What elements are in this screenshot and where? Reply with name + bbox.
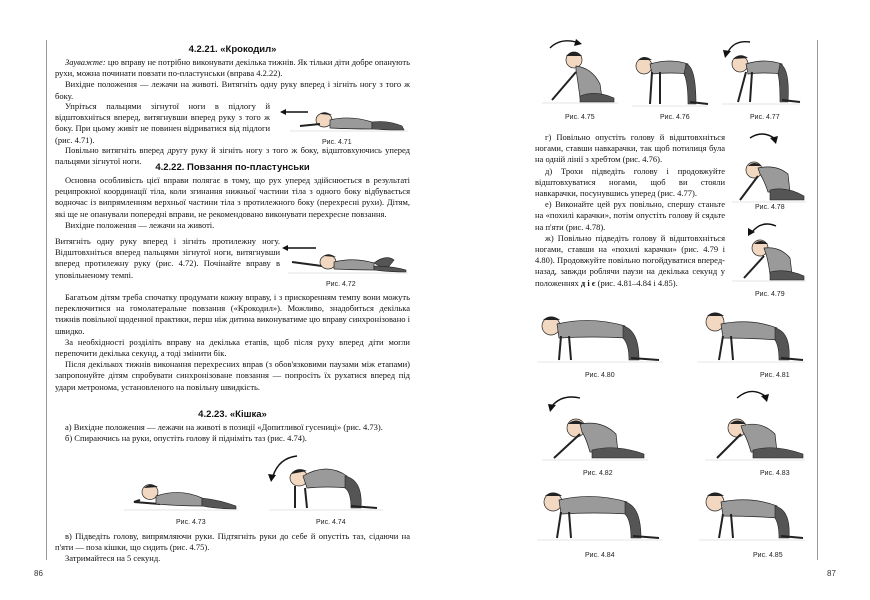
child-body [721, 500, 779, 518]
note-text: цю вправу не потрібно виконувати декілька тижнів. Як тільки діти добре опанують рухи, можна починати повзати по-пластунськи (вправа 4.2.22). [55, 57, 410, 79]
child-body [576, 66, 602, 98]
child-hair [707, 313, 724, 317]
page-number-right: 87 [827, 569, 836, 578]
paragraph-reciprocal: Основна особливість цієї вправи полягає в тому, що рух уперед здійснюється в результаті реципрокної координації тіла, коли згинання нижньої частини тіла з одного боку відбувається водночас із випрямленням верхньої частини тіла з протилежного боку (перехресні рухи). Дітям, які ще не опанували попередні вправи, не рекомендовано виконувати перехресне повзання. [55, 175, 410, 219]
child-arms [557, 512, 571, 538]
paragraph-start-crawl: Вихідне положення — лежачи на животі. [65, 219, 215, 230]
child-body [650, 61, 690, 74]
right-page [435, 0, 870, 600]
paragraph-crawl-steps [55, 236, 280, 281]
figure-4-74 [265, 452, 385, 514]
step-zh-positions: д і є [580, 277, 596, 288]
child-head [636, 58, 652, 74]
arrow-head [282, 245, 288, 251]
child-legs [770, 271, 804, 280]
child-body [334, 260, 374, 270]
child-arms [559, 336, 571, 360]
caption-4-77: Рис. 4.77 [750, 114, 780, 121]
caption-4-83: Рис. 4.83 [760, 470, 790, 477]
paragraph-practice [55, 292, 410, 393]
arrow-head [761, 394, 769, 402]
arrow-curve [737, 391, 765, 398]
child-arm [300, 124, 320, 126]
child-straight-leg [374, 266, 406, 272]
child-hair [707, 493, 724, 497]
step-g: г) Повільно опустіть голову й відштовхніться ногами, ставши навкарачки, так щоб потилиця була на одній лінії з хребтом (рис. 4.76). [535, 132, 725, 165]
page-number-left: 86 [34, 569, 43, 578]
arrow-head [574, 39, 582, 46]
child-body [156, 492, 202, 506]
paragraph-note [55, 57, 410, 102]
caption-4-81: Рис. 4.81 [760, 372, 790, 379]
arrow-curve [552, 397, 580, 406]
child-hair [566, 52, 582, 56]
caption-4-79: Рис. 4.79 [755, 291, 785, 298]
step-zh: ж) Повільно підведіть голову й відштовхніться ногами, ставши на «похилі карачки» (рис. 4.79 і 4.80). Продовжуйте повільно погойдуватися вперед-назад, завжди роблячи паузи на декілька секунд у положеннях [535, 232, 725, 288]
heading-krokodyl: 4.2.21. «Крокодил» [188, 44, 277, 55]
arrow-head [770, 136, 778, 144]
child-arms [744, 256, 764, 278]
child-legs [592, 448, 644, 458]
child-arms [719, 336, 733, 360]
child-arms [650, 72, 660, 104]
paragraph-crawl-steps-text: Витягніть одну руку вперед і зігніть протилежну ногу. Відштовхніться вперед пальцями зігнутої ноги, витягнувши вперед протилежну руку (рис. 4.72). Почінайте вправу в уповільненому темпі. [55, 236, 280, 280]
caption-4-71: Рис. 4.71 [322, 139, 352, 146]
heading-cat: 4.2.23. «Кішка» [198, 409, 267, 420]
arrow-curve [728, 42, 750, 52]
caption-4-82: Рис. 4.82 [583, 470, 613, 477]
child-legs [345, 476, 361, 508]
child-arms [740, 176, 758, 200]
caption-4-84: Рис. 4.84 [585, 552, 615, 559]
step-c: в) Підведіть голову, випрямляючи руки. Підтягніть руки до себе й опустіть таз, сідаючи на п'яти — поза кішки, що сидить (рис. 4.75). [55, 531, 410, 553]
child-arm [292, 262, 322, 266]
figure-4-71 [280, 98, 410, 136]
figure-4-72 [282, 236, 410, 278]
caption-4-78: Рис. 4.78 [755, 204, 785, 211]
child-legs [625, 502, 641, 538]
child-arms [717, 434, 741, 458]
caption-4-76: Рис. 4.76 [660, 114, 690, 121]
paragraph-thinking: Багатьом дітям треба спочатку продумати кожну вправу, і з прискоренням темпу вони можуть переключитися на гомолатеральне повзання («Крокодил»). Можливо, знадобиться декілька тижнів повільної щоденної практики, перш ніж дитина виконуватиме цю вправу синхронізовано і швидко. [55, 292, 410, 336]
child-arms [295, 486, 307, 508]
right-text-block [535, 132, 725, 289]
caption-4-85: Рис. 4.85 [753, 552, 783, 559]
left-sidebar [28, 40, 47, 560]
child-legs [684, 64, 696, 104]
hold-note: Затримайтеся на 5 секунд. [65, 553, 161, 564]
paragraph-push-off-text: Упріться пальцями зігнутої ноги в підлогу й відштовхніться вперед, витягнувши вперед руку з того ж боку. При цьому живіт не повинен відриватися від підлоги (рис. 4.71). [55, 101, 270, 145]
child-arms [554, 434, 580, 458]
paragraph-cat-sit [55, 531, 410, 565]
left-sidebar-title [21, 0, 31, 40]
paragraph-push-off [55, 101, 270, 146]
child-body [303, 469, 349, 488]
right-sidebar-title [811, 0, 821, 40]
step-e: е) Виконайте цей рух повільно, спершу станьте на «похилі карачки», потім опустіть голову й сядьте на п'яти (рис. 4.78). [535, 199, 725, 232]
paragraph-cat-steps [55, 422, 410, 444]
child-arms [552, 72, 576, 100]
arrow-curve [750, 134, 774, 138]
child-hair [545, 493, 562, 497]
step-d: д) Трохи підведіть голову і продовжуйте відштовхуватися ногами, щоб ви стояли навкарачки, посунувшись уперед (рис. 4.77). [535, 165, 725, 199]
figure-4-77 [720, 38, 802, 110]
arrow-head [548, 404, 556, 412]
child-legs [580, 93, 614, 102]
figure-4-75 [540, 38, 620, 110]
child-hair [543, 317, 560, 321]
child-body [721, 322, 779, 340]
child-body [764, 248, 792, 274]
child-body [557, 320, 627, 338]
step-zh-end: (рис. 4.81–4.84 і 4.85). [595, 277, 678, 288]
figure-4-81 [695, 306, 807, 368]
child-body [559, 496, 629, 514]
figure-4-83 [703, 386, 807, 466]
note-label: Зауважте: [65, 57, 106, 67]
child-legs [623, 326, 639, 360]
child-legs [202, 498, 236, 509]
paragraph-second-arm-text: Повільно витягніть вперед другу руку й зігніть ногу з того ж боку, відштовхуючись уперед пальцями зігнутої ноги. [55, 145, 410, 167]
figure-4-85 [697, 484, 807, 546]
caption-4-75: Рис. 4.75 [565, 114, 595, 121]
child-legs [372, 122, 404, 131]
figure-4-78 [730, 130, 808, 210]
child-body [330, 118, 372, 129]
caption-4-74: Рис. 4.74 [316, 519, 346, 526]
child-legs [775, 328, 789, 360]
step-a: а) Вихідне положення — лежачи на животі в позиції «Допитливої гусениці» (рис. 4.73). [65, 422, 383, 432]
paragraph-start-position: Вихідне положення — лежачи на животі. Витягніть одну руку вперед і зігніть ногу з того ж боку. [55, 79, 410, 101]
child-head [320, 255, 336, 269]
right-sidebar [817, 40, 836, 560]
child-legs [778, 64, 788, 102]
figure-4-76 [630, 42, 710, 110]
child-arms [719, 514, 733, 538]
arrow-curve [752, 224, 776, 232]
arrow-head [723, 50, 731, 58]
paragraph-crawling-main [55, 175, 410, 231]
arrow-head [268, 474, 276, 482]
paragraph-metronome: Після декількох тижнів виконання перехресних вправ (з обов'язковими паузами між етапами) запропонуйте дітям спробувати синхронізоване повзання — попросіть їх рухатися вперед під удари метронома, установленого на повільну швидкість. [55, 359, 410, 392]
child-legs [775, 506, 789, 538]
arrow-head [280, 109, 286, 115]
caption-4-73: Рис. 4.73 [176, 519, 206, 526]
figure-4-82 [540, 388, 650, 466]
child-body [758, 167, 790, 192]
caption-4-80: Рис. 4.80 [585, 372, 615, 379]
arrow-curve [550, 41, 576, 48]
child-legs [753, 448, 803, 458]
child-legs [770, 189, 804, 200]
child-arms [738, 72, 752, 102]
figure-4-73 [120, 468, 240, 514]
child-hair [638, 57, 652, 60]
step-b: б) Спираючись на руки, опустіть голову й підніміть таз (рис. 4.74). [65, 433, 307, 444]
figure-4-79 [730, 218, 808, 288]
caption-4-72: Рис. 4.72 [326, 281, 356, 288]
figure-4-80 [535, 308, 665, 368]
heading-crawling: 4.2.22. Повзання по-пластунськи [155, 162, 310, 173]
figure-4-84 [535, 484, 665, 546]
paragraph-stages: За необхідності розділіть вправу на декілька етапів, щоб після руху вперед діти могли перепочити декілька секунд, а тоді змінити бік. [55, 336, 410, 359]
